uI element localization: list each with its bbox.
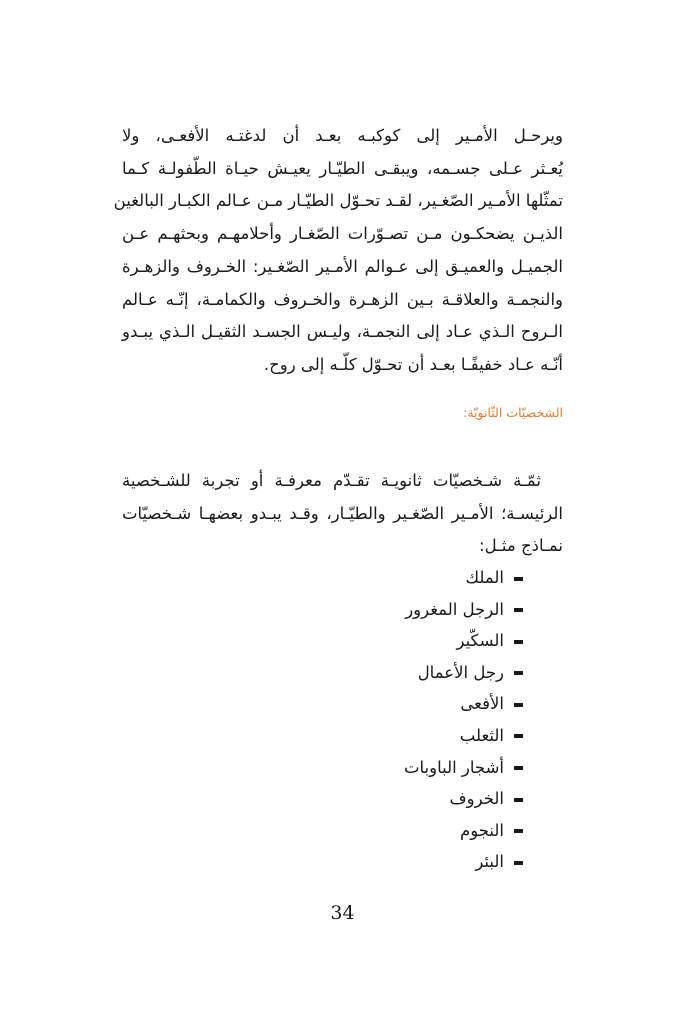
list-item-label: الثعلب [459,725,504,745]
list-item-label: النجوم [460,820,504,840]
body-paragraph-1 [113,120,563,382]
secondary-characters-list [404,562,523,878]
paragraph-line: ويرحـل الأمـير إلى كوكبـه بعـد أن لدغتـه الأفعـى، ولا [122,126,563,145]
bullet-dash-icon [514,829,523,833]
bullet-dash-icon [514,608,523,612]
page-number: 34 [330,902,355,924]
list-item-label: الملك [465,568,504,587]
bullet-dash-icon [514,703,523,707]
list-item [404,783,523,815]
body-paragraph-2 [122,465,563,563]
paragraph-line: الرئيسـة؛ الأمـير الصّغـير والطيّـار، وقـد يبـدو بعضهـا شـخصيّات [122,503,563,523]
list-item [404,625,523,657]
paragraph-line: الذيـن يضحكـون مـن تصـوّرات الصّغـار وأحلامهـم وبحثهـم عـن [122,224,563,244]
bullet-dash-icon [514,861,523,865]
paragraph-line: الـروح الـذي عـاد إلى النجمـة، وليـس الجسـد الثقيـل الـذي يبـدو [122,322,563,342]
list-item [404,720,523,752]
list-item [404,562,523,594]
list-item-label: البئر [475,852,504,872]
paragraph-line: تمثّلها الأمـير الصّغـير، لقـد تحـوّل الطيّـار مـن عـالم الكبـار البالغين [113,191,563,211]
bullet-dash-icon [514,640,523,644]
bullet-dash-icon [514,734,523,738]
list-item-label: الرجل المغرور [405,599,504,619]
list-item-label: السكّير [456,631,504,651]
list-item [404,657,523,689]
paragraph-line: يُعـثر عـلى جسـمه، ويبقـى الطيّـار يعيـش حيـاة الطّفولـة كـما [122,158,563,178]
paragraph-line: ثمّـة شـخصيّات ثانويـة تقـدّم معرفـة أو تجربة للشـخصية [122,471,541,490]
list-item [404,688,523,720]
paragraph-line: أنّـه عـاد خفيفًـا بعـد أن تحـوّل كلّـه إلى روح. [263,354,563,374]
list-item-label: الأفعى [460,694,504,714]
bullet-dash-icon [514,798,523,802]
bullet-dash-icon [514,766,523,770]
list-item-label: رجل الأعمال [417,662,504,682]
paragraph-line: الجميـل والعميـق إلى عـوالم الأمـير الصّغـير: الخـروف والزهـرة [122,256,563,276]
list-item [404,846,523,878]
list-item [404,594,523,626]
bullet-dash-icon [514,671,523,675]
section-heading-secondary-characters: الشخصيّات الثّانويّة: [463,405,563,420]
list-item-label: أشجار الباوبات [403,757,504,777]
list-item [404,752,523,784]
paragraph-line: نمـاذج مثـل: [479,536,563,556]
list-item-label: الخروف [449,789,504,809]
paragraph-line: والنجمـة والعلاقـة بـين الزهـرة والخـروف والكمامـة، إنّـه عـالم [122,289,563,309]
list-item [404,815,523,847]
bullet-dash-icon [514,577,523,581]
